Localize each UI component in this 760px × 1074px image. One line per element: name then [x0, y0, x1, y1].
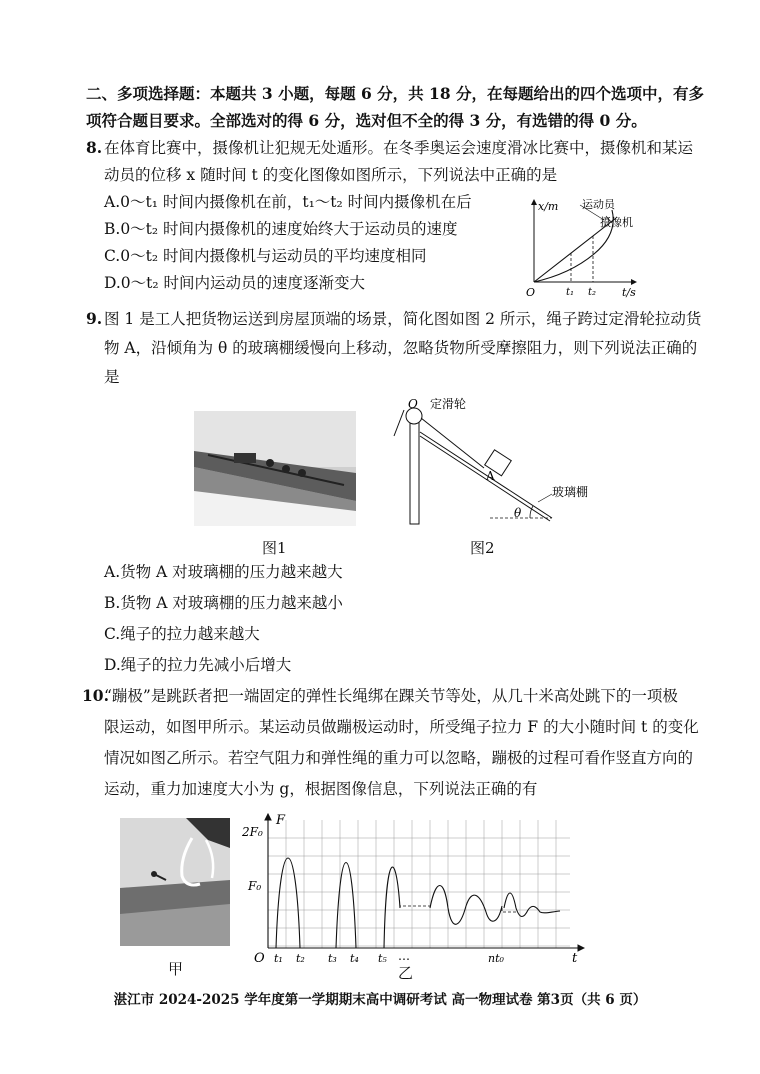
- q9-glass-bottom: [420, 436, 550, 521]
- q8-option-a: A.0～t₁ 时间内摄像机在前，t₁～t₂ 时间内摄像机在后: [104, 193, 472, 211]
- q8-x-label: t/s: [622, 286, 636, 299]
- q10-dash-1: [400, 906, 432, 908]
- q10-origin: O: [254, 951, 265, 966]
- q8-option-b: B.0～t₂ 时间内摄像机的速度始终大于运动员的速度: [104, 220, 458, 238]
- q9-fig2-caption: 图2: [470, 539, 495, 557]
- q10-t5: t₅: [378, 952, 387, 965]
- q9-fig2-diagram: [390, 396, 589, 528]
- section-title-line2: 项符合题目要求。全部选对的得 6 分，选对但不全的得 3 分，有选错的得 0 分。: [86, 111, 647, 130]
- q10-y-2f0: 2F₀: [242, 825, 263, 839]
- q10-t1: t₁: [274, 952, 283, 965]
- q10-y-f0: F₀: [248, 879, 262, 893]
- q10-t3: t₃: [328, 952, 337, 965]
- q10-fig-yi-caption: 乙: [398, 964, 414, 982]
- q8-option-d: D.0～t₂ 时间内运动员的速度逐渐变大: [104, 274, 366, 292]
- q9-fig1-caption: 图1: [262, 539, 287, 557]
- q9-stem-line2: 物 A，沿倾角为 θ 的玻璃棚缓慢向上移动，忽略货物所受摩擦阻力，则下列说法正确的: [104, 339, 698, 357]
- q8-t1-label: t₁: [566, 287, 575, 298]
- section-title-line1: 二、多项选择题：本题共 3 小题，每题 6 分，共 18 分，在每题给出的四个选项中，有多: [86, 84, 705, 103]
- q10-stem-line1: [82, 686, 678, 706]
- q10-number: 10.: [82, 686, 109, 705]
- q10-x-axis-label: t: [572, 951, 578, 966]
- q10-force-curve-peaks: [276, 858, 400, 948]
- q9-post: [410, 412, 419, 524]
- q10-y-axis-label: F: [276, 813, 286, 828]
- q10-fig-jia-caption: 甲: [168, 960, 184, 978]
- q8-number: 8.: [86, 138, 103, 157]
- q9-fig1-photo: [194, 411, 356, 526]
- q10-stem-line4: 运动，重力加速度大小为 g，根据图像信息，下列说法正确的有: [104, 780, 538, 798]
- q9-rope-left: [394, 410, 404, 436]
- q8-athlete-label: 运动员: [582, 198, 615, 211]
- q9-stem-line1: [86, 309, 702, 329]
- q9-glass-label: 玻璃棚: [552, 485, 589, 499]
- q10-stem1-text: “蹦极”是跳跃者把一端固定的弹性长绳绑在踝关节等处，从几十米高处跳下的一项极: [104, 687, 678, 705]
- q8-xt-graph: [520, 196, 645, 304]
- q8-stem-line2: 动员的位移 x 随时间 t 的变化图像如图所示，下列说法中正确的是: [104, 166, 558, 184]
- q9-number: 9.: [86, 309, 103, 328]
- q9-pulley-label: 定滑轮: [430, 397, 467, 411]
- q10-grid: [268, 820, 570, 948]
- q10-force-curve-tail: [504, 893, 560, 917]
- q8-y-label: x/m: [538, 200, 559, 213]
- q8-camera-label: 摄像机: [600, 216, 633, 229]
- q9-option-a: A.货物 A 对玻璃棚的压力越来越大: [104, 563, 343, 581]
- q10-ellipsis: …: [398, 949, 410, 963]
- q10-stem-line2: 限运动，如图甲所示。某运动员做蹦极运动时，所受绳子拉力 F 的大小随时间 t 的变化: [104, 718, 699, 736]
- q8-stem-line1: [86, 138, 694, 158]
- q8-option-c: C.0～t₂ 时间内摄像机与运动员的平均速度相同: [104, 247, 427, 265]
- q8-origin: O: [526, 286, 536, 299]
- q9-glass-pointer: [538, 494, 552, 502]
- q9-option-c: C.绳子的拉力越来越大: [104, 625, 260, 643]
- q9-angle-label: θ: [514, 506, 522, 520]
- page-footer: 湛江市 2024-2025 学年度第一学期期末高中调研考试 高一物理试卷 第3页（共 6 页）: [113, 992, 647, 1008]
- q10-ft-graph: [240, 808, 590, 980]
- q8-stem1-text: 在体育比赛中，摄像机让犯规无处遁形。在冬季奥运会速度滑冰比赛中，摄像机和某运: [104, 139, 694, 157]
- q10-t2: t₂: [296, 952, 305, 965]
- q9-option-d: D.绳子的拉力先减小后增大: [104, 656, 292, 674]
- q9-block-label: A: [486, 469, 495, 483]
- q10-nt0: nt₀: [488, 952, 504, 965]
- q9-stem-line3: 是: [104, 368, 120, 386]
- q8-t2-label: t₂: [588, 287, 597, 298]
- q9-stem1-text: 图 1 是工人把货物运送到房屋顶端的场景，简化图如图 2 所示，绳子跨过定滑轮拉动货: [104, 310, 702, 328]
- q10-stem-line3: 情况如图乙所示。若空气阻力和弹性绳的重力可以忽略，蹦极的过程可看作竖直方向的: [104, 749, 694, 767]
- q9-option-b: B.货物 A 对玻璃棚的压力越来越小: [104, 594, 343, 612]
- q10-fig-jia-photo: [120, 818, 230, 946]
- q9-pulley-point: O: [408, 397, 418, 411]
- q10-t4: t₄: [350, 952, 359, 965]
